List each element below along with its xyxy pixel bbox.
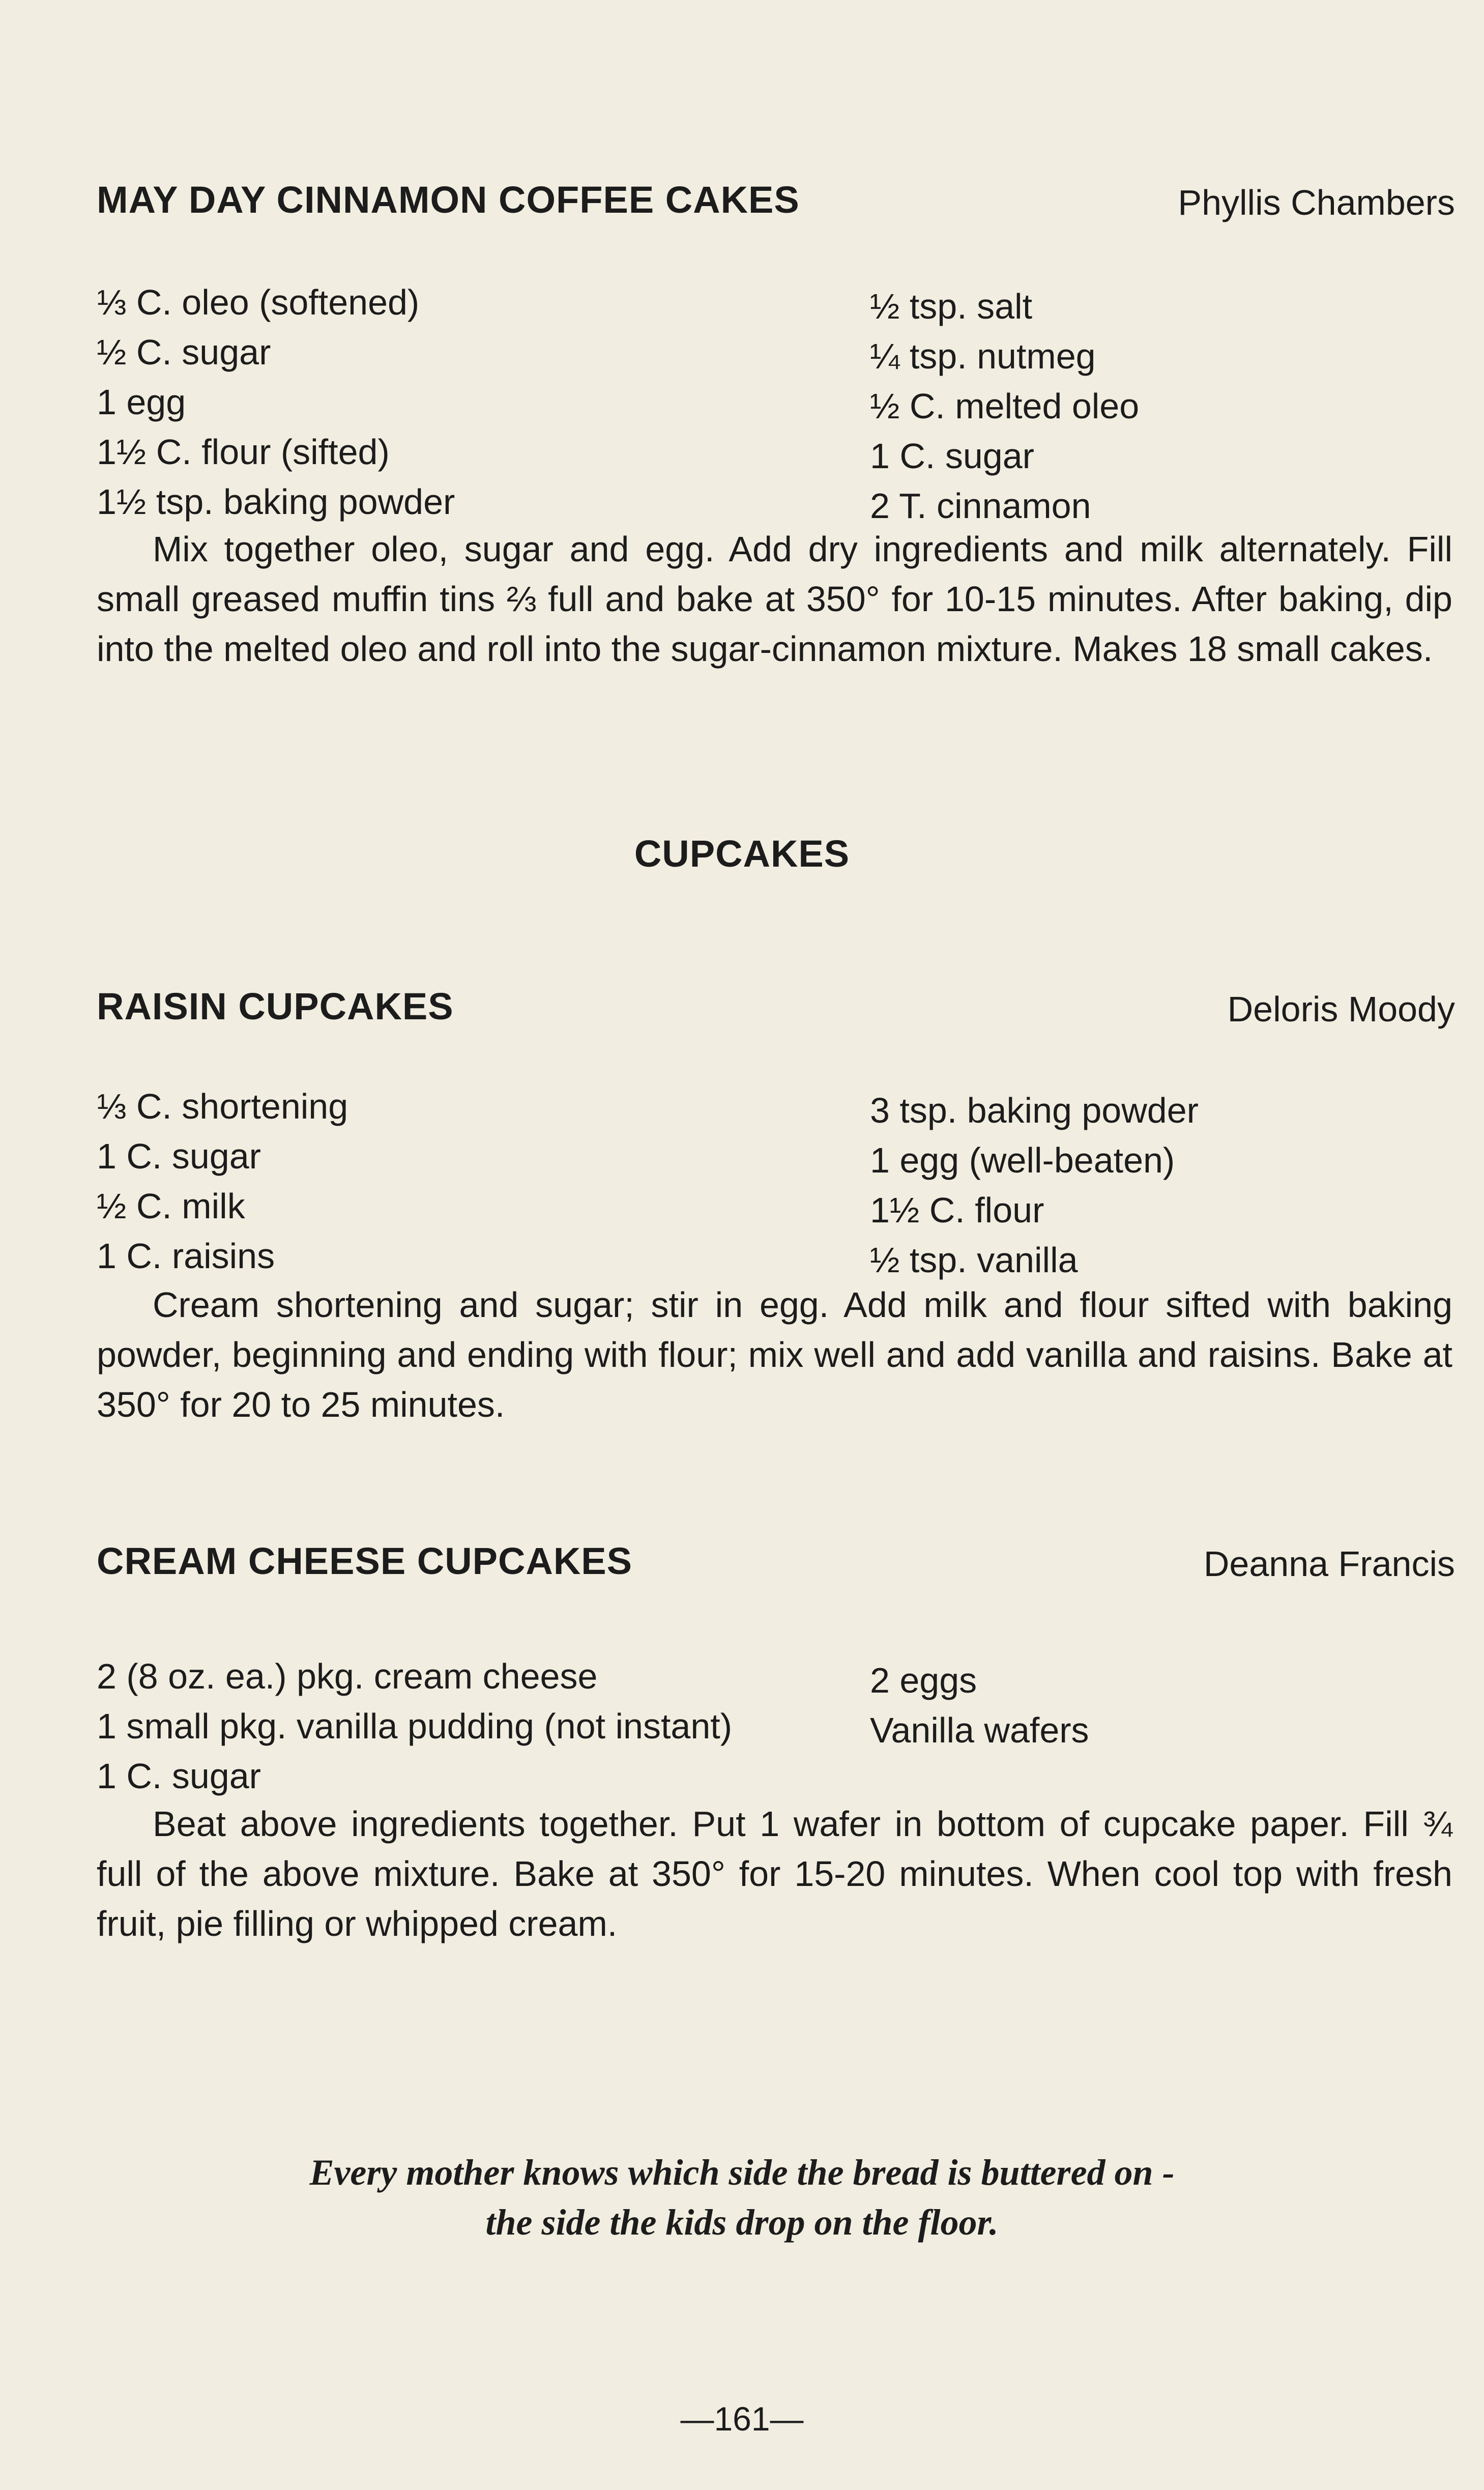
page-number: —161— xyxy=(680,2400,804,2438)
ingredient-column-left xyxy=(97,1081,348,1281)
recipe-author: Phyllis Chambers xyxy=(1178,183,1455,222)
recipe-directions: Mix together oleo, sugar and egg. Add dry ingredients and milk alternately. Fill small greased muffin tins ⅔ full and bake at 350° for 10-15 minutes. After baking, dip into the melted oleo and roll into the sugar-cinnamon mixture. Makes 18 small cakes. xyxy=(97,529,1452,669)
ingredient: 2 (8 oz. ea.) pkg. cream cheese xyxy=(97,1656,598,1696)
recipe-directions: Cream shortening and sugar; stir in egg. Add milk and flour sifted with baking powder, beginning and ending with flour; mix well and add vanilla and raisins. Bake at 350° for 20 to 25 minutes. xyxy=(97,1285,1452,1424)
ingredient: Vanilla wafers xyxy=(870,1710,1089,1750)
ingredient-column-right xyxy=(870,1655,1089,1755)
ingredient: 1 C. sugar xyxy=(97,1756,261,1796)
recipe-header xyxy=(86,178,1455,234)
ingredient-list xyxy=(86,277,1455,527)
recipe-directions: Beat above ingredients together. Put 1 wafer in bottom of cupcake paper. Fill ¾ full of the above mixture. Bake at 350° for 15-20 minutes. When cool top with fresh fruit, pie filling or whipped cream. xyxy=(97,1804,1452,1943)
recipe-title: MAY DAY CINNAMON COFFEE CAKES xyxy=(97,179,800,221)
ingredient: ½ C. sugar xyxy=(97,332,271,372)
recipe-header xyxy=(86,985,1455,1041)
ingredient: 1½ tsp. baking powder xyxy=(97,482,455,522)
ingredient: 1½ C. flour xyxy=(870,1190,1044,1230)
ingredient-list xyxy=(86,1651,1455,1804)
quote-line: Every mother knows which side the bread is buttered on - xyxy=(309,2152,1175,2193)
ingredient: ⅓ C. oleo (softened) xyxy=(97,282,420,322)
quote-line: the side the kids drop on the floor. xyxy=(485,2202,999,2243)
recipe-title: RAISIN CUPCAKES xyxy=(97,985,454,1027)
recipe-may-day-cinnamon-coffee-cakes xyxy=(86,178,1455,669)
ingredient: 2 T. cinnamon xyxy=(870,486,1091,526)
ingredient: ¼ tsp. nutmeg xyxy=(870,336,1096,376)
closing-quote xyxy=(0,2148,1484,2247)
ingredient: 1 C. sugar xyxy=(870,436,1034,476)
recipe-raisin-cupcakes xyxy=(86,985,1455,1424)
recipe-author: Deanna Francis xyxy=(1203,1544,1455,1584)
ingredient: 1 C. raisins xyxy=(97,1236,275,1276)
ingredient: 3 tsp. baking powder xyxy=(870,1091,1199,1130)
ingredient: ½ C. milk xyxy=(97,1186,245,1226)
recipe-title: CREAM CHEESE CUPCAKES xyxy=(97,1540,633,1582)
recipe-author: Deloris Moody xyxy=(1227,989,1455,1029)
ingredient: ½ tsp. vanilla xyxy=(870,1240,1078,1280)
ingredient: ½ C. melted oleo xyxy=(870,386,1140,426)
ingredient: 1 C. sugar xyxy=(97,1136,261,1176)
recipe-cream-cheese-cupcakes xyxy=(86,1539,1455,1943)
ingredient-column-right xyxy=(870,281,1139,531)
ingredient: 2 eggs xyxy=(870,1661,977,1700)
ingredient: 1 small pkg. vanilla pudding (not instant) xyxy=(97,1706,733,1746)
ingredient: 1 egg (well-beaten) xyxy=(870,1140,1175,1180)
ingredient: 1½ C. flour (sifted) xyxy=(97,432,390,472)
recipe-header xyxy=(86,1539,1455,1595)
ingredient: ½ tsp. salt xyxy=(870,287,1033,326)
ingredient-column-left xyxy=(97,1651,732,1801)
ingredient-column-left xyxy=(97,277,455,527)
ingredient: ⅓ C. shortening xyxy=(97,1086,348,1126)
ingredient-list xyxy=(86,1081,1455,1285)
ingredient-column-right xyxy=(870,1085,1199,1285)
section-heading: CUPCAKES xyxy=(634,833,850,875)
ingredient: 1 egg xyxy=(97,382,186,422)
